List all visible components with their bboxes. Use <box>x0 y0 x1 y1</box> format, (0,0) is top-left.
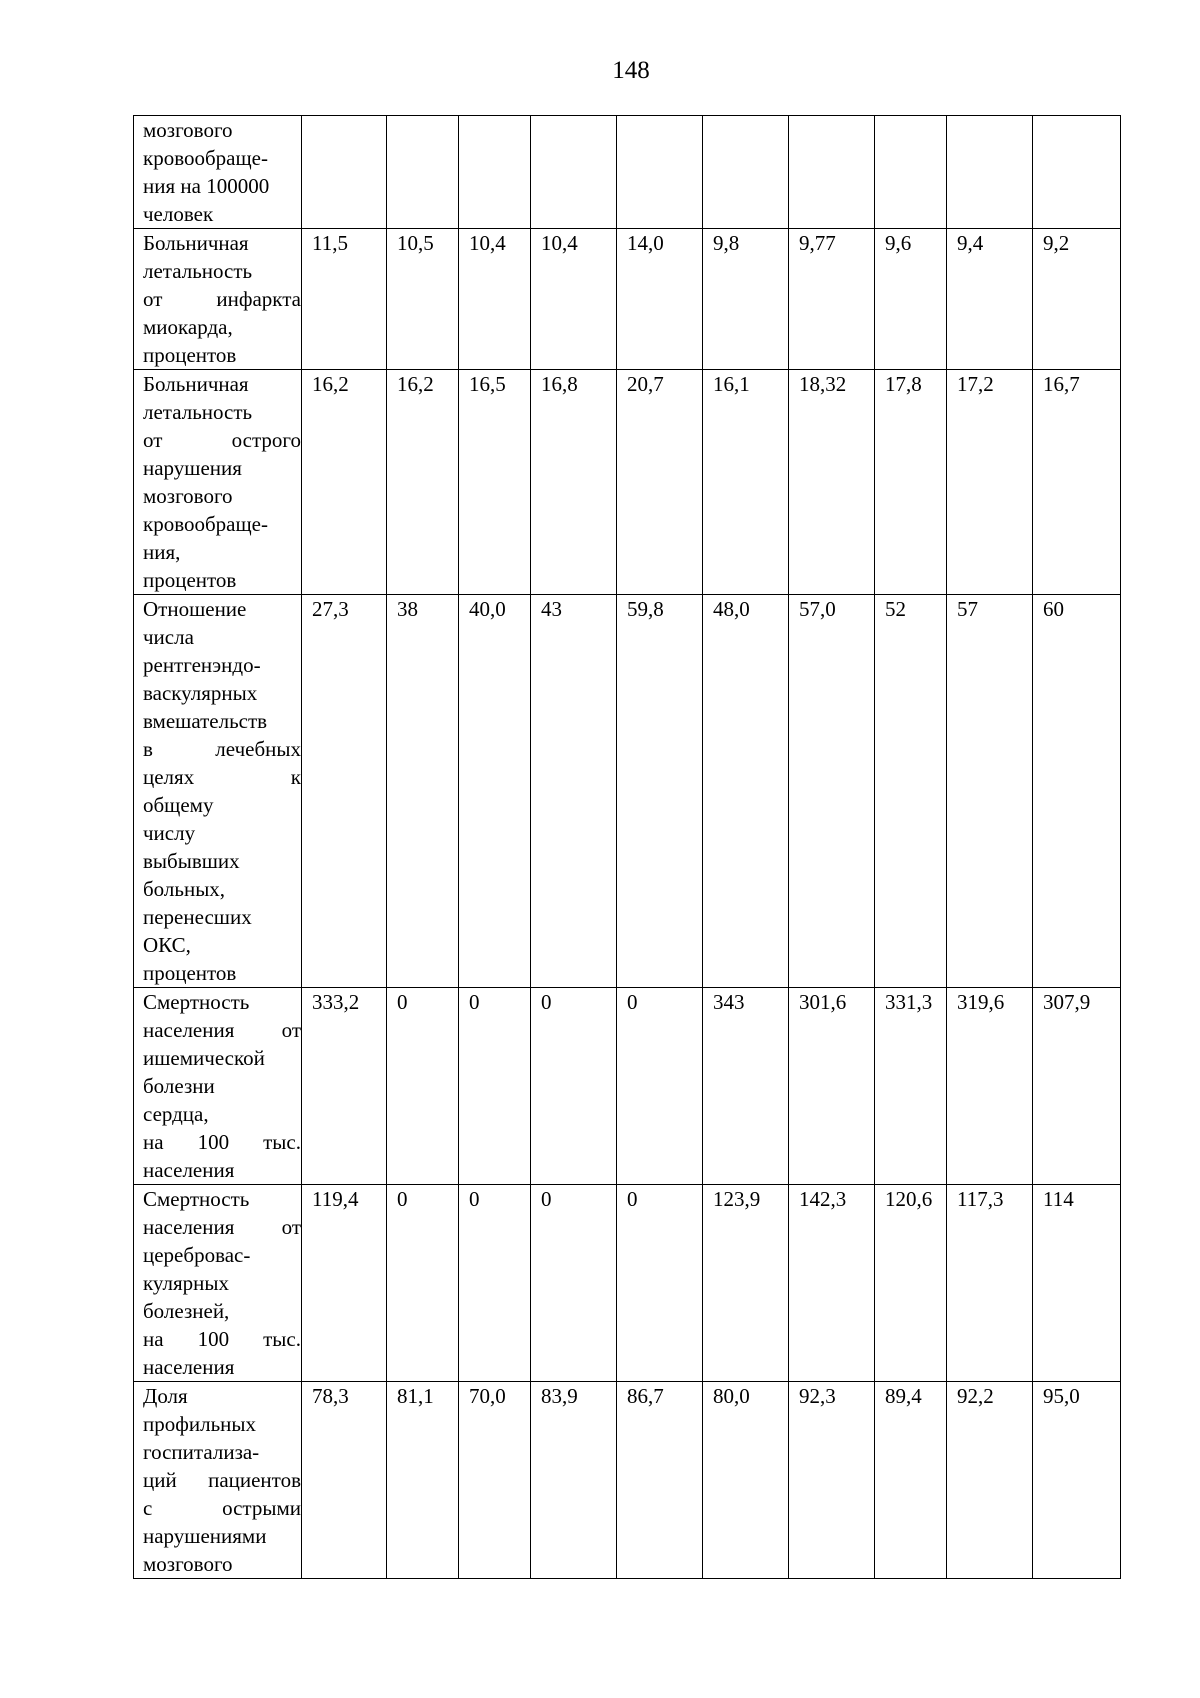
label-line: ишемической <box>143 1046 265 1070</box>
label-word: ций <box>143 1468 177 1492</box>
label-line: рентгенэндо- <box>143 653 261 677</box>
label-line: болезни <box>143 1074 215 1098</box>
label-line: сердца, <box>143 1102 209 1126</box>
table-row <box>134 370 1121 595</box>
value-cell: 17,8 <box>875 370 947 595</box>
value-cell: 86,7 <box>617 1382 703 1579</box>
label-line <box>143 1213 301 1241</box>
table-row <box>134 988 1121 1185</box>
value-cell: 0 <box>387 988 459 1185</box>
label-line: цереброваc- <box>143 1243 251 1267</box>
value-cell: 38 <box>387 595 459 988</box>
value-cell: 0 <box>617 988 703 1185</box>
value-cell: 333,2 <box>302 988 387 1185</box>
value-cell: 16,7 <box>1033 370 1121 595</box>
value-cell: 40,0 <box>459 595 531 988</box>
label-line: числу <box>143 821 196 845</box>
label-line: миокарда, <box>143 315 233 339</box>
value-cell: 301,6 <box>789 988 875 1185</box>
indicators-table <box>133 115 1121 1579</box>
label-word: тыс. <box>263 1130 301 1154</box>
value-cell: 120,6 <box>875 1185 947 1382</box>
label-word: инфаркта <box>216 287 301 311</box>
table-row <box>134 1185 1121 1382</box>
value-cell: 0 <box>387 1185 459 1382</box>
value-cell: 142,3 <box>789 1185 875 1382</box>
value-cell: 16,5 <box>459 370 531 595</box>
label-line: ОКС, <box>143 933 191 957</box>
value-cell <box>617 116 703 229</box>
value-cell: 14,0 <box>617 229 703 370</box>
value-cell <box>947 116 1033 229</box>
label-word: острыми <box>222 1496 301 1520</box>
label-line <box>143 763 301 791</box>
indicator-label <box>134 988 302 1185</box>
value-cell: 16,2 <box>302 370 387 595</box>
value-cell <box>302 116 387 229</box>
label-line: человек <box>143 202 214 226</box>
label-word: на <box>143 1130 164 1154</box>
label-word: населения <box>143 1215 235 1239</box>
label-line: кровообраще- <box>143 146 268 170</box>
label-word: от <box>281 1215 301 1239</box>
label-word: лечебных <box>215 737 301 761</box>
indicator-label <box>134 1185 302 1382</box>
label-line: населения <box>143 1158 235 1182</box>
value-cell: 16,2 <box>387 370 459 595</box>
label-line <box>143 426 301 454</box>
label-line: мозгового <box>143 118 233 142</box>
table-row <box>134 1382 1121 1579</box>
value-cell: 319,6 <box>947 988 1033 1185</box>
page-number: 148 <box>612 57 650 84</box>
value-cell: 307,9 <box>1033 988 1121 1185</box>
label-word: от <box>281 1018 301 1042</box>
label-word: острого <box>231 428 301 452</box>
value-cell: 10,4 <box>459 229 531 370</box>
value-cell: 17,2 <box>947 370 1033 595</box>
label-line: мозгового <box>143 1552 233 1576</box>
value-cell: 92,3 <box>789 1382 875 1579</box>
label-line: Больничная <box>143 231 249 255</box>
value-cell: 117,3 <box>947 1185 1033 1382</box>
label-word: с <box>143 1496 153 1520</box>
value-cell: 0 <box>459 1185 531 1382</box>
value-cell: 60 <box>1033 595 1121 988</box>
value-cell: 9,4 <box>947 229 1033 370</box>
value-cell: 83,9 <box>531 1382 617 1579</box>
value-cell: 0 <box>459 988 531 1185</box>
value-cell: 9,6 <box>875 229 947 370</box>
value-cell: 16,8 <box>531 370 617 595</box>
label-line: больных, <box>143 877 226 901</box>
label-line: летальность <box>143 259 253 283</box>
value-cell: 119,4 <box>302 1185 387 1382</box>
value-cell: 78,3 <box>302 1382 387 1579</box>
label-line <box>143 1128 301 1156</box>
label-line: кулярных <box>143 1271 229 1295</box>
value-cell <box>703 116 789 229</box>
table-row <box>134 595 1121 988</box>
label-line: Отношение <box>143 597 247 621</box>
label-line <box>143 735 301 763</box>
label-line: ния на 100000 <box>143 174 270 198</box>
label-line: процентов <box>143 343 237 367</box>
value-cell: 57 <box>947 595 1033 988</box>
value-cell: 52 <box>875 595 947 988</box>
label-line: перенесших <box>143 905 252 929</box>
label-line <box>143 1466 301 1494</box>
value-cell: 123,9 <box>703 1185 789 1382</box>
label-line: Смертность <box>143 990 250 1014</box>
label-word: 100 <box>197 1327 230 1351</box>
label-line <box>143 1494 301 1522</box>
value-cell: 70,0 <box>459 1382 531 1579</box>
value-cell: 18,32 <box>789 370 875 595</box>
label-line: Смертность <box>143 1187 250 1211</box>
label-line: процентов <box>143 961 237 985</box>
value-cell: 9,77 <box>789 229 875 370</box>
label-line <box>143 285 301 313</box>
label-line: болезней, <box>143 1299 230 1323</box>
value-cell: 95,0 <box>1033 1382 1121 1579</box>
label-word: целях <box>143 765 195 789</box>
label-line: числа <box>143 625 194 649</box>
label-word: населения <box>143 1018 235 1042</box>
value-cell: 48,0 <box>703 595 789 988</box>
label-word: тыс. <box>263 1327 301 1351</box>
value-cell: 89,4 <box>875 1382 947 1579</box>
label-line: госпитализа- <box>143 1440 260 1464</box>
label-line: общему <box>143 793 214 817</box>
value-cell: 11,5 <box>302 229 387 370</box>
table-body <box>134 116 1121 1579</box>
label-line: ния, <box>143 540 181 564</box>
value-cell: 0 <box>531 1185 617 1382</box>
value-cell: 43 <box>531 595 617 988</box>
label-word: на <box>143 1327 164 1351</box>
value-cell: 80,0 <box>703 1382 789 1579</box>
value-cell <box>459 116 531 229</box>
value-cell: 81,1 <box>387 1382 459 1579</box>
value-cell: 9,8 <box>703 229 789 370</box>
indicator-label <box>134 595 302 988</box>
label-line: вмешательств <box>143 709 268 733</box>
value-cell: 57,0 <box>789 595 875 988</box>
label-word: от <box>143 287 163 311</box>
label-line: кровообраще- <box>143 512 268 536</box>
value-cell: 9,2 <box>1033 229 1121 370</box>
value-cell: 27,3 <box>302 595 387 988</box>
value-cell: 114 <box>1033 1185 1121 1382</box>
label-line: выбывших <box>143 849 240 873</box>
label-line: Больничная <box>143 372 249 396</box>
indicator-label <box>134 370 302 595</box>
label-word: пациентов <box>208 1468 301 1492</box>
table-row <box>134 229 1121 370</box>
indicator-label <box>134 1382 302 1579</box>
value-cell: 20,7 <box>617 370 703 595</box>
label-line <box>143 1325 301 1353</box>
value-cell: 59,8 <box>617 595 703 988</box>
value-cell: 16,1 <box>703 370 789 595</box>
value-cell: 0 <box>617 1185 703 1382</box>
value-cell: 343 <box>703 988 789 1185</box>
value-cell <box>387 116 459 229</box>
value-cell <box>789 116 875 229</box>
indicator-label <box>134 116 302 229</box>
label-word: 100 <box>197 1130 230 1154</box>
value-cell: 10,5 <box>387 229 459 370</box>
value-cell: 331,3 <box>875 988 947 1185</box>
label-line: населения <box>143 1355 235 1379</box>
label-word: к <box>290 765 301 789</box>
value-cell: 0 <box>531 988 617 1185</box>
value-cell <box>875 116 947 229</box>
label-line: нарушения <box>143 456 242 480</box>
label-line <box>143 1016 301 1044</box>
label-line: процентов <box>143 568 237 592</box>
label-word: в <box>143 737 153 761</box>
table-row <box>134 116 1121 229</box>
label-line: профильных <box>143 1412 256 1436</box>
value-cell: 92,2 <box>947 1382 1033 1579</box>
label-line: летальность <box>143 400 253 424</box>
label-word: от <box>143 428 163 452</box>
label-line: Доля <box>143 1384 188 1408</box>
indicator-label <box>134 229 302 370</box>
value-cell <box>1033 116 1121 229</box>
value-cell <box>531 116 617 229</box>
label-line: мозгового <box>143 484 233 508</box>
label-line: нарушениями <box>143 1524 267 1548</box>
value-cell: 10,4 <box>531 229 617 370</box>
label-line: васкулярных <box>143 681 258 705</box>
